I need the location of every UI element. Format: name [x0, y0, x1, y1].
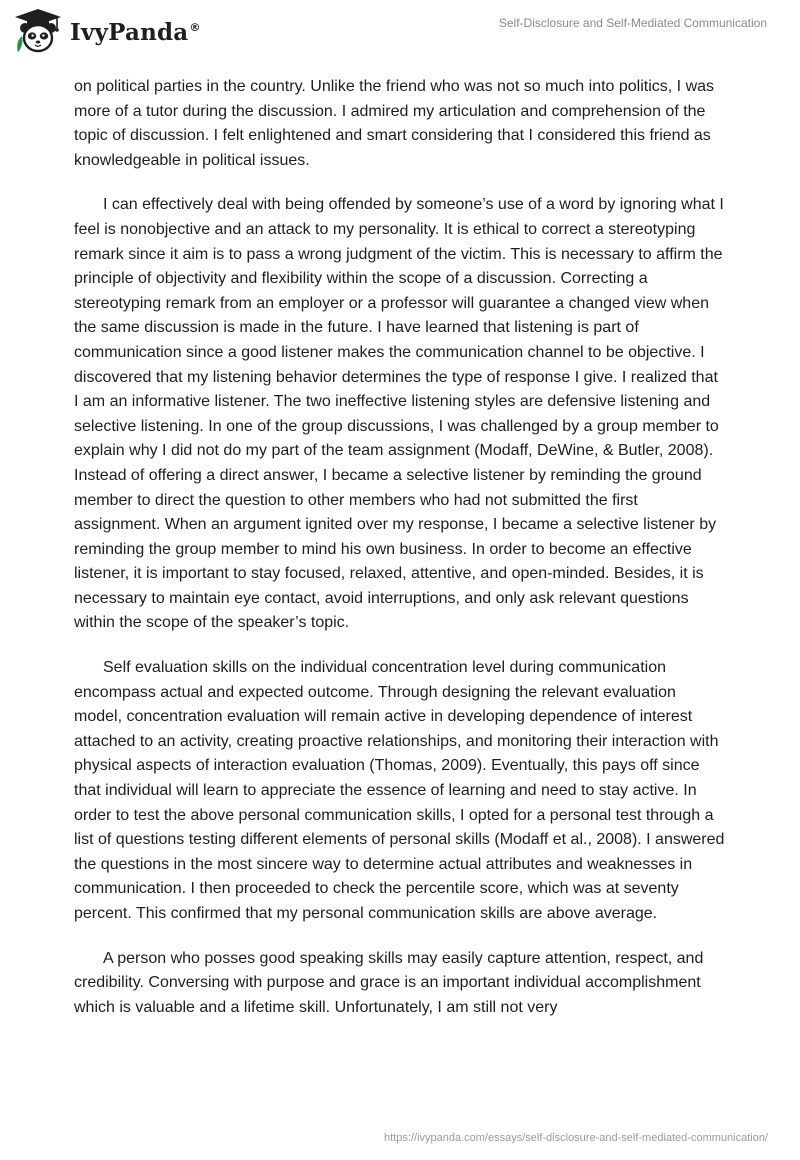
registered-mark: ® [189, 20, 201, 34]
paragraph-4: A person who posses good speaking skills may easily capture attention, respect, and credibility. Conversing with purpose and grace is an important individual accomplishment which is valuable and a lifetime skill. Unfortunately, I am still not very [74, 949, 704, 1016]
paragraph-1: on political parties in the country. Unlike the friend who was not so much into politics, I was more of a tutor during the discussion. I admired my articulation and comprehension of the topic of discussion. I felt enlightened and smart considering that I considered this friend as knowledgeable in political issues. [74, 78, 715, 169]
page-header [0, 0, 800, 60]
panda-graduate-icon [12, 8, 64, 54]
document-title: Self-Disclosure and Self-Mediated Communication [498, 16, 767, 30]
essay-body [74, 75, 726, 1040]
brand-name: IvyPanda® [70, 18, 201, 46]
source-url[interactable]: https://ivypanda.com/essays/self-disclosure-and-self-mediated-communication/ [384, 1132, 768, 1144]
ivypanda-logo[interactable] [12, 8, 201, 54]
paragraph-2: I can effectively deal with being offended by someone’s use of a word by ignoring what I feel is nonobjective and an attack to my personality. It is ethical to correct a stereotyping remark since it aim is to pass a wrong judgment of the victim. This is necessary to affirm the principle of objectivity and flexibility within the scope of a discussion. Correcting a stereotyping remark from an employer or a professor will guarantee a changed view when the same discussion is made in the future. I have learned that listening is part of communication since a good listener makes the communication channel to be objective. I discovered that my listening behavior determines the type of response I give. I realized that I am an informative listener. The two ineffective listening styles are defensive listening and selective listening. In one of the group discussions, I was challenged by a group member to explain why I did not do my part of the team assignment (Modaff, DeWine, & Butler, 2008). Instead of offering a direct answer, I became a selective listener by reminding the ground member to direct the question to other members who had not submitted the first assignment. When an argument ignited over my response, I became a selective listener by reminding the group member to mind his own business. In order to become an effective listener, it is important to stay focused, relaxed, attentive, and open-minded. Besides, it is necessary to maintain eye contact, avoid interruptions, and only ask relevant questions within the scope of the speaker’s topic. [74, 196, 724, 632]
paragraph-3: Self evaluation skills on the individual concentration level during communication encompass actual and expected outcome. Through designing the relevant evaluation model, concentration evaluation will remain active in developing dependence of interest attached to an activity, creating proactive relationships, and monitoring their interaction with physical aspects of interaction evaluation (Thomas, 2009). Eventually, this pays off since that individual will learn to appreciate the essence of learning and need to stay active. In order to test the above personal communication skills, I opted for a personal test through a list of questions testing different elements of personal skills (Modaff et al., 2008). I answered the questions in the most sincere way to determine actual attributes and weaknesses in communication. I then proceeded to check the percentile score, which was at seventy percent. This confirmed that my personal communication skills are above average. [74, 659, 725, 922]
